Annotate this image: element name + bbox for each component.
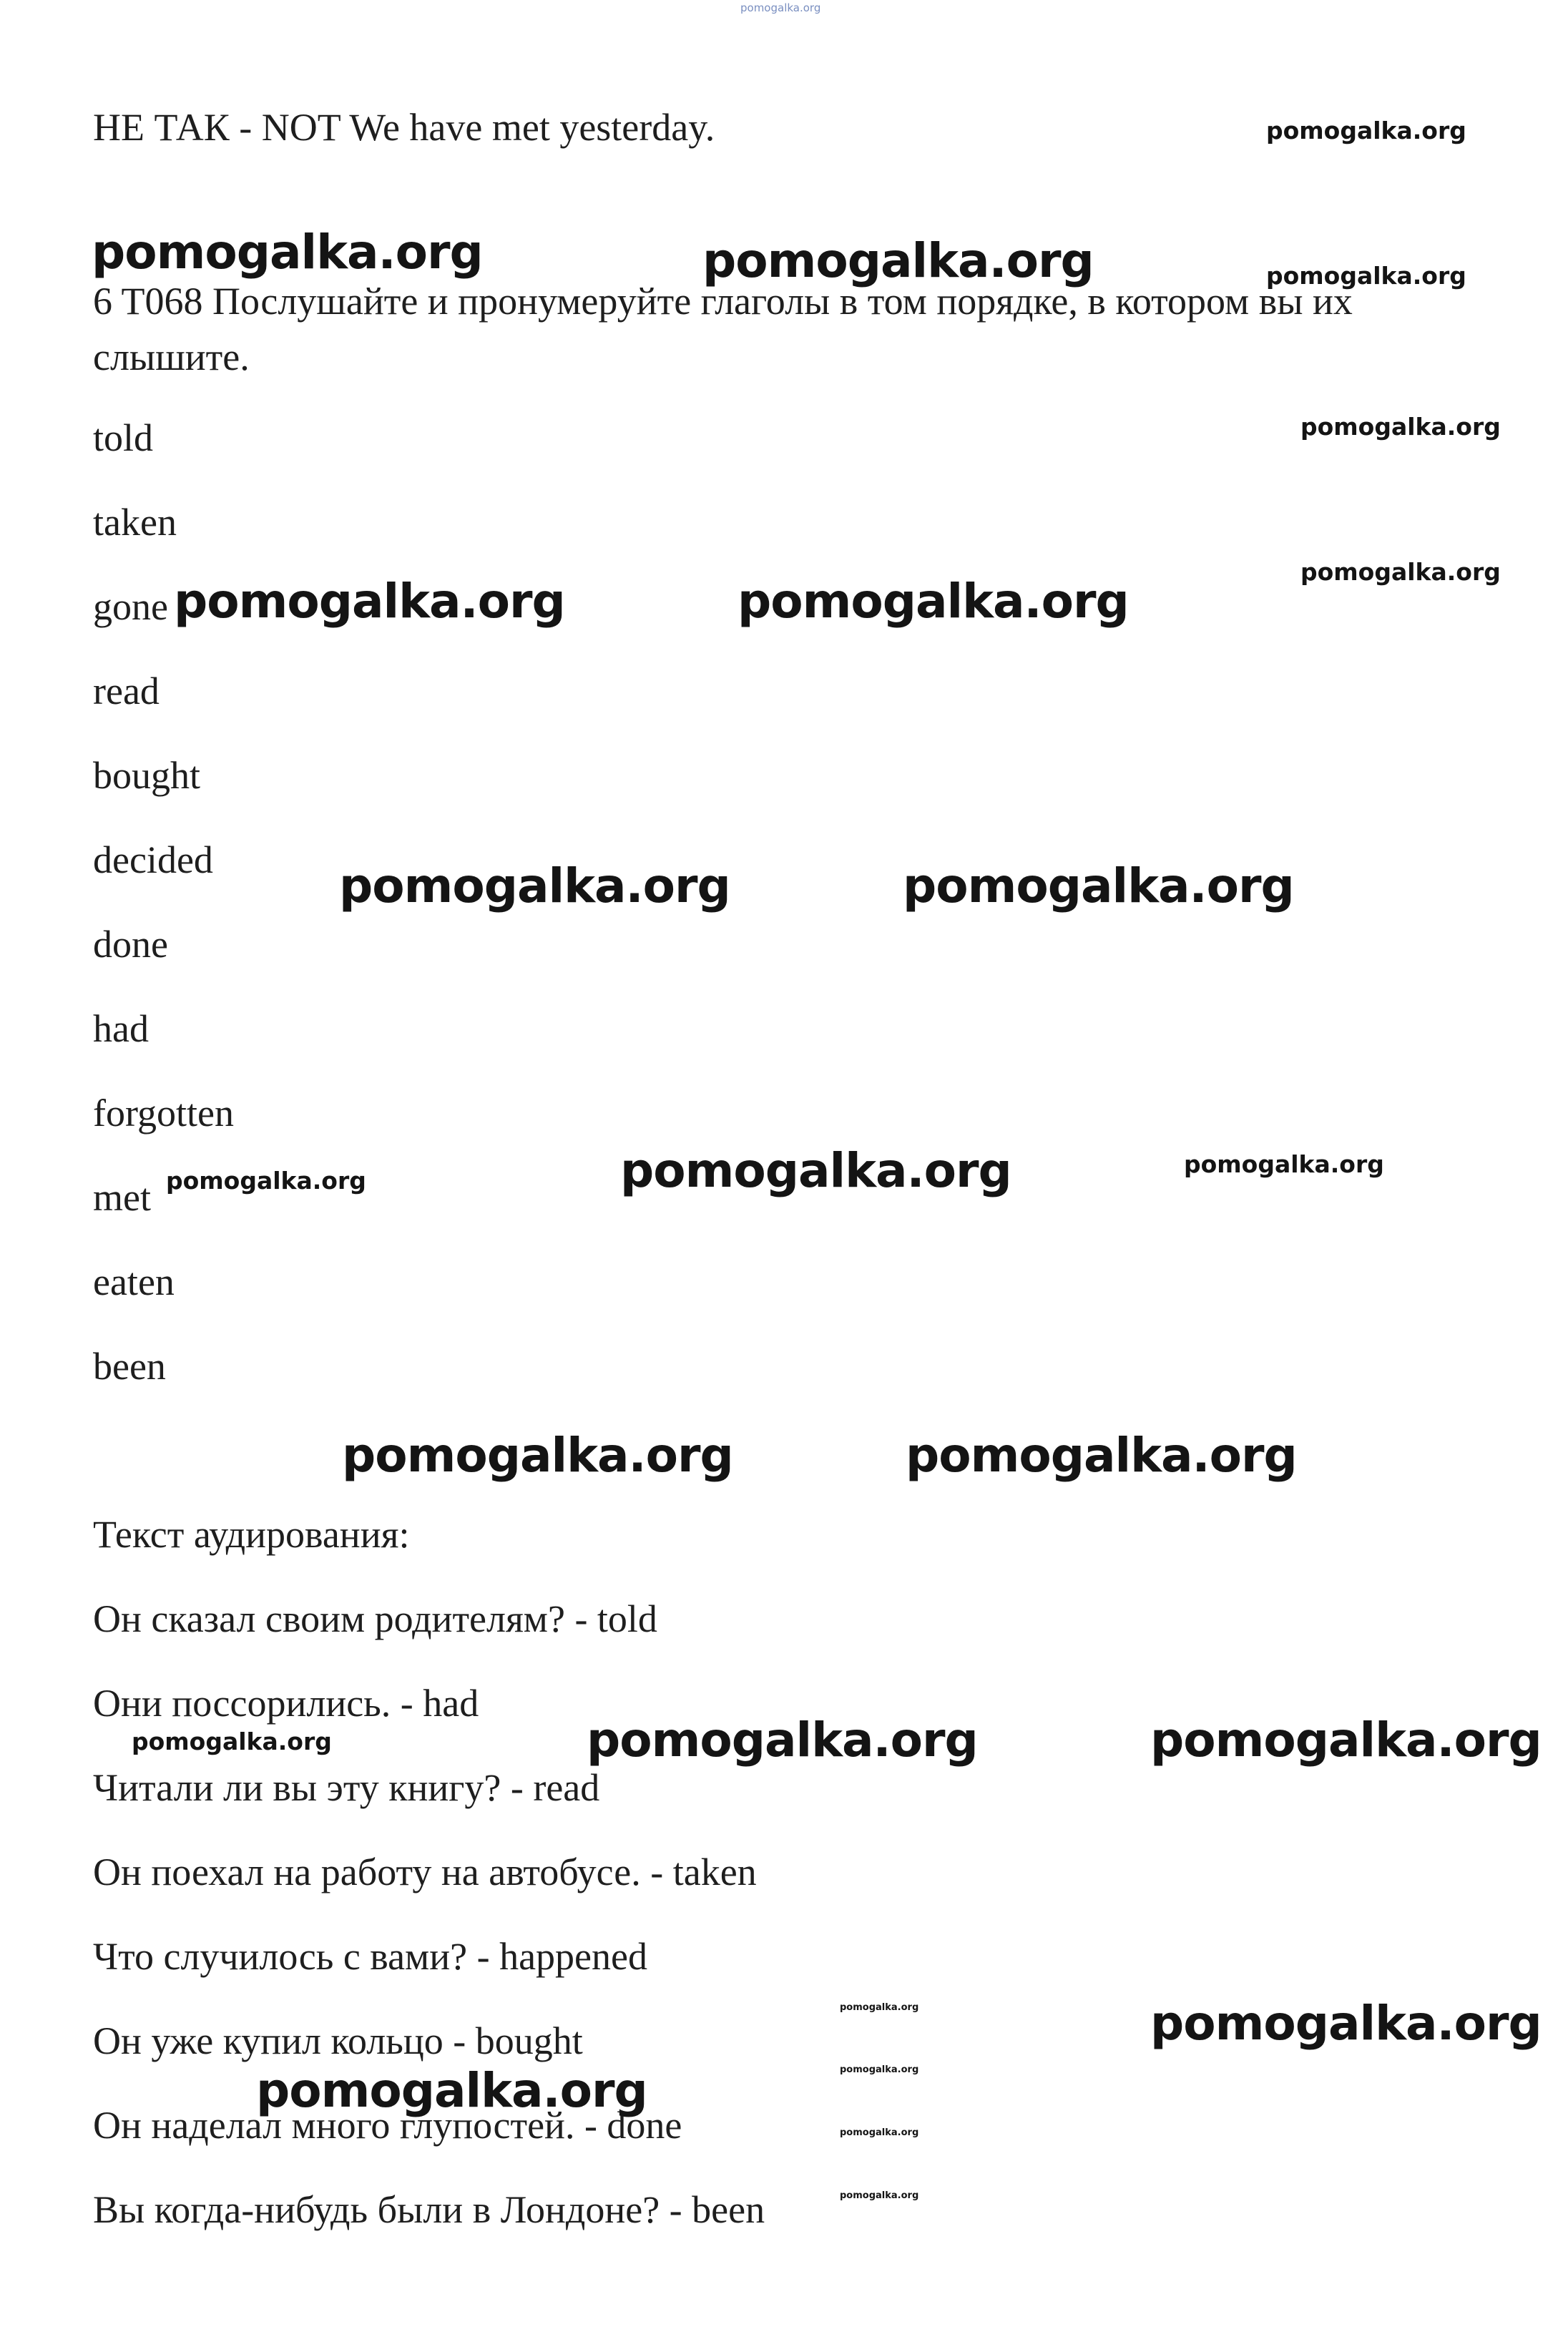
watermark: pomogalka.org bbox=[339, 858, 730, 913]
verb-item: told bbox=[93, 416, 154, 459]
task-instruction: 6 T068 Послушайте и пронумеруйте глаголы в том порядке, в котором вы их слышите. bbox=[93, 280, 1353, 378]
verb-item: gone bbox=[93, 585, 168, 628]
watermark: pomogalka.org bbox=[1184, 1150, 1384, 1178]
watermark: pomogalka.org bbox=[702, 233, 1094, 288]
watermark: pomogalka.org bbox=[906, 1428, 1297, 1483]
verb-item: eaten bbox=[93, 1260, 175, 1303]
intro-line: НЕ ТАК - NOT We have met yesterday. bbox=[93, 106, 715, 149]
verb-item: forgotten bbox=[93, 1092, 234, 1135]
watermark: pomogalka.org bbox=[840, 2064, 919, 2075]
verb-item: had bbox=[93, 1007, 149, 1050]
watermark: pomogalka.org bbox=[903, 858, 1294, 913]
listening-heading: Текст аудирования: bbox=[93, 1513, 410, 1556]
watermark: pomogalka.org bbox=[1266, 117, 1466, 144]
listening-line: Он сказал своим родителям? - told bbox=[93, 1597, 657, 1640]
listening-line: Он уже купил кольцо - bought bbox=[93, 2019, 583, 2062]
listening-line: Он наделал много глупостей. - done bbox=[93, 2104, 682, 2147]
header-watermark: pomogalka.org bbox=[740, 1, 821, 14]
verb-item: read bbox=[93, 670, 160, 712]
verb-item: bought bbox=[93, 754, 201, 797]
watermark: pomogalka.org bbox=[256, 2063, 647, 2118]
watermark: pomogalka.org bbox=[1300, 558, 1501, 586]
watermark: pomogalka.org bbox=[1300, 413, 1501, 441]
listening-line: Вы когда-нибудь были в Лондоне? - been bbox=[93, 2188, 765, 2231]
listening-line: Он поехал на работу на автобусе. - taken bbox=[93, 1851, 757, 1893]
watermark: pomogalka.org bbox=[840, 2002, 919, 2013]
watermark: pomogalka.org bbox=[92, 225, 483, 280]
watermark: pomogalka.org bbox=[1266, 262, 1466, 290]
listening-line: Читали ли вы эту книгу? - read bbox=[93, 1766, 600, 1809]
verb-item: done bbox=[93, 923, 168, 966]
verb-item: decided bbox=[93, 838, 213, 881]
watermark: pomogalka.org bbox=[132, 1728, 332, 1755]
watermark: pomogalka.org bbox=[738, 574, 1129, 629]
watermark: pomogalka.org bbox=[1150, 1712, 1542, 1768]
verb-item: been bbox=[93, 1345, 166, 1388]
watermark: pomogalka.org bbox=[174, 574, 565, 629]
watermark: pomogalka.org bbox=[840, 2190, 919, 2201]
verb-item: taken bbox=[93, 501, 177, 544]
verb-item: met bbox=[93, 1176, 151, 1219]
listening-line: Они поссорились. - had bbox=[93, 1682, 479, 1725]
watermark: pomogalka.org bbox=[587, 1712, 978, 1768]
watermark: pomogalka.org bbox=[840, 2127, 919, 2138]
watermark: pomogalka.org bbox=[342, 1428, 733, 1483]
watermark: pomogalka.org bbox=[166, 1167, 366, 1195]
watermark: pomogalka.org bbox=[620, 1143, 1011, 1198]
watermark: pomogalka.org bbox=[1150, 1996, 1542, 2051]
listening-line: Что случилось с вами? - happened bbox=[93, 1935, 647, 1978]
